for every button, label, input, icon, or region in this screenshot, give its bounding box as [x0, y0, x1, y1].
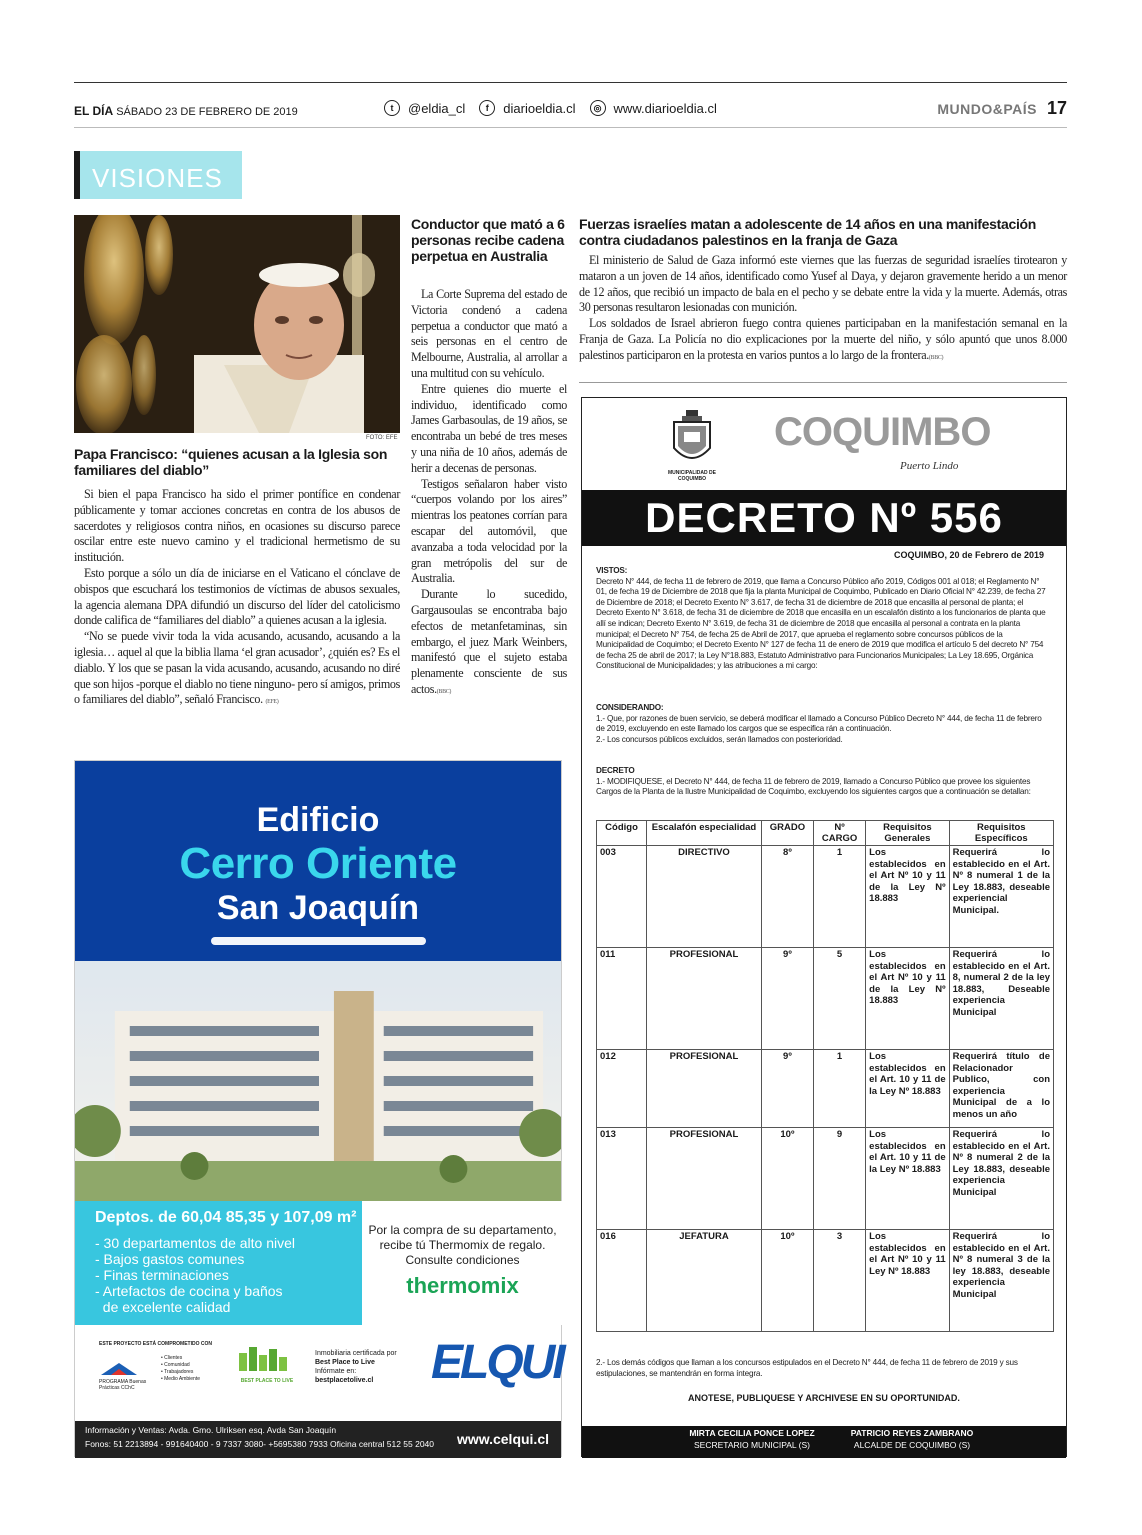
paragraph: El ministerio de Salud de Gaza informó este viernes que las fuerzas de seguridad israelíes tirotearon y mataron a un joven de 14 años, identificado como Yusef al Daya, y dejaron gravemente herido a un menor de 12 años, que recibió un impacto de bala en el pecho y se debate entre la vida y la muerte. Además, otras 30 personas resultaron lesionadas con munición.	[579, 253, 1067, 315]
column-header: Escalafón especialidad	[647, 821, 762, 846]
ad-gift-text	[362, 1223, 563, 1268]
paragraph-text: “No se puede vivir toda la vida acusando, acusando, acusando a la iglesia… aquel al que la biblia llama ‘el gran acusador’, ¿quién es? Es el diablo. Y los que se pasan la vida acusando, acusando, acusando no diré que son hijos -porque el diablo no tiene ninguno- pero sí amigos, primos o familiares del diablo”, señaló Francisco.	[74, 629, 400, 707]
page-number: 17	[1046, 98, 1067, 118]
header-section	[937, 98, 1067, 119]
cchc-icon	[99, 1361, 139, 1377]
column-rule	[579, 382, 1067, 383]
ad-title-line2: Cerro Oriente	[179, 839, 457, 888]
top-rule	[74, 82, 1067, 83]
gift-line: Por la compra de su departamento,	[368, 1223, 557, 1237]
final-text: 2.- Los demás códigos que llaman a los concursos estipulados en el Decreto N° 444, de fecha 11 de febrero de 2019 y sus estipulaciones, se mantendrán en forma íntegra.	[596, 1358, 1018, 1378]
globe-icon: ◎	[590, 100, 606, 116]
column-header: Requisitos Generales	[866, 821, 949, 846]
cell-escalafon: PROFESIONAL	[647, 948, 762, 1050]
list-item: de excelente calidad	[95, 1299, 231, 1315]
table-row	[597, 846, 1054, 948]
paragraph: La Corte Suprema del estado de Victoria condenó a cadena perpetua a conductor que mató a seis personas en el centro de Melbourne, Australia, al arrollar a una multitud con su vehículo.	[411, 287, 567, 380]
cchc-logo	[99, 1361, 159, 1391]
paragraph: Testigos señalaron haber visto “cuerpos volando por los aires” mientras los peatones corrían para escapar del automóvil, que avanzaba a toda velocidad por la gran metrópolis del sur de Australia.	[411, 476, 567, 586]
cargos-table	[596, 820, 1054, 1332]
column-header: Código	[597, 821, 647, 846]
cell-codigo: 011	[597, 948, 647, 1050]
section-tab	[74, 151, 242, 199]
crest-label: MUNICIPALIDAD DE COQUIMBO	[668, 470, 716, 482]
list-item: - 30 departamentos de alto nivel	[95, 1235, 296, 1251]
considerando-label: CONSIDERANDO:	[596, 703, 664, 712]
cchc-list	[161, 1355, 200, 1383]
publication-date: SÁBADO 23 DE FEBRERO DE 2019	[116, 106, 298, 118]
cert-line: Inmobiliaria certificada por	[315, 1350, 397, 1357]
ad-info-phones: Fonos: 51 2213894 - 991640400 - 9 7337 3080- +5695380 7933 Oficina central 512 55 2040	[85, 1439, 435, 1449]
cell-req-generales: Los establecidos en el Art Nº 10 y 11 Ley Nº 18.883	[866, 1230, 949, 1332]
paragraph-text: Durante lo sucedido, Gargausoulas se encontraba bajo efectos de metanfetaminas, sin embargo, el juez Mark Weinbers, manifestó que el sujeto estaba plenamente consciente de sus actos.	[411, 587, 567, 696]
photo-credit: FOTO: EFE	[366, 435, 398, 441]
cell-req-generales: Los establecidos en el Art Nº 10 y 11 de la Ley Nº 18.883	[866, 948, 949, 1050]
gaza-headline[interactable]: Fuerzas israelíes matan a adolescente de 14 años en una manifestación contra ciudadanos palestinos en la franja de Gaza	[579, 216, 1037, 248]
cell-grado: 10º	[761, 1128, 813, 1230]
ad-gift-panel	[362, 1201, 563, 1325]
cell-req-especificos: Requerirá lo establecido en el Art. Nº 8 numeral 2 de la Ley 18.883, deseable experiencia Municipal	[949, 1128, 1053, 1230]
considerando-item: 2.- Los concursos públicos excluidos, serán llamados con posterioridad.	[596, 734, 843, 744]
page-header	[74, 98, 1067, 126]
ad-website-link[interactable]: www.celqui.cl	[456, 1431, 549, 1447]
signer-name: MIRTA CECILIA PONCE LOPEZ	[689, 1428, 815, 1438]
cell-req-especificos: Requerirá lo establecido en el Art. 8, numeral 2 de la ley 18.883, Deseable experiencia Municipal	[949, 948, 1053, 1050]
column-header: Requisitos Específicos	[949, 821, 1053, 846]
cell-req-especificos: Requerirá título de Relacionador Publico, con experiencia Municipal de a lo menos un año	[949, 1050, 1053, 1128]
conductor-article-body	[411, 287, 567, 701]
pope-article-body	[74, 487, 400, 711]
article-signature: (BBC)	[928, 354, 944, 361]
paragraph	[579, 316, 1067, 366]
header-rule	[74, 127, 1067, 128]
cell-escalafon: PROFESIONAL	[647, 1050, 762, 1128]
list-item: - Artefactos de cocina y baños	[95, 1283, 283, 1299]
building-render	[75, 961, 561, 1201]
section-tab-label: VISIONES	[92, 163, 223, 193]
paragraph	[74, 629, 400, 711]
cert-link[interactable]: bestplacetolive.cl	[315, 1377, 374, 1384]
real-estate-ad[interactable]	[74, 760, 562, 1457]
cell-req-generales: Los establecidos en el Art. 10 y 11 de la Ley Nº 18.883	[866, 1128, 949, 1230]
signature-band	[582, 1426, 1066, 1458]
bptl-icon	[233, 1345, 301, 1373]
paragraph-text: Los soldados de Israel abrieron fuego contra quienes participaban en la manifestación semanal en la Franja de Gaza. La Policía no dio explicaciones por la muerte del niño, y sólo apuntó que unos 8.000 palestinos participaron en la protesta en varios puntos a lo largo de la frontera.	[579, 316, 1067, 362]
elqui-logo: ELQUI	[431, 1336, 563, 1389]
ad-footer	[75, 1421, 561, 1458]
bptl-logo	[233, 1345, 301, 1384]
article-signature: (BBC)	[436, 688, 452, 695]
cert-line: Best Place to Live	[315, 1359, 375, 1366]
column-header: GRADO	[761, 821, 813, 846]
cchc-label: PROGRAMA Buenas Prácticas CChC	[99, 1379, 147, 1391]
signer-name: PATRICIO REYES ZAMBRANO	[850, 1428, 974, 1438]
vistos-text: Decreto N° 444, de fecha 11 de febrero de 2019, que llama a Concurso Público año 2019, Códigos 001 al 018; el Reglamento N° 01, de fecha 19 de Diciembre de 2018 que fija la planta Municipal de Coquimbo, Publicado en Diario Oficial N° 42.239, de fecha 27 de Diciembre de 2018; el Decreto Exento N° 3.617, de fecha 31 de diciembre de 2018 que encasilla al personal de planta; el Decreto Exento N° 3.618, de fecha 31 de diciembre de 2018 que encasilla en un escalafón distinto a los funcionarios de planta que allí se indican; Decreto Exento N° 3.619, de fecha 31 de diciembre de 2018 que encasilla al personal a contrata en la planta municipal; el Decreto N° 754, de fecha 25 de Abril de 2017, que aprueba el reglamento sobre concursos públicos de la Municipalidad de Coquimbo; el Decreto Exento N° 127 de fecha 11 de enero de 2019 que modifica el artículo 5 del decreto N° 754 de fecha 25 de abril de 2017; la Ley N°18.883, Estatuto Administrativo para Funcionarios Municipales; La Ley 18.695, Orgánica Constitucional de Municipalidades; y las atribuciones a mi cargo:	[596, 576, 1046, 671]
list-item: - Finas terminaciones	[95, 1267, 229, 1283]
ad-deptos: Deptos. de 60,04 85,35 y 107,09 m²	[95, 1209, 357, 1226]
cell-grado: 8º	[761, 846, 813, 948]
cell-codigo: 013	[597, 1128, 647, 1230]
decreto-logos	[582, 398, 1066, 490]
cell-req-especificos: Requerirá lo establecido en el Art. Nº 8 numeral 3 de la ley 18.883, deseable experiencia Municipal	[949, 1230, 1053, 1332]
vistos-block	[596, 566, 1052, 672]
list-item: • Trabajadores	[161, 1369, 194, 1375]
cell-req-generales: Los establecidos en el Art. 10 y 11 de la Ley Nº 18.883	[866, 1050, 949, 1128]
signer-1	[662, 1427, 842, 1451]
list-item: - Bajos gastos comunes	[95, 1251, 245, 1267]
column-header: Nº CARGO	[814, 821, 866, 846]
decreto-text: 1.- MODIFIQUESE, el Decreto N° 444, de fecha 11 de febrero de 2019, llamado a Concurso Público que provee los siguientes Cargos de la Planta de la Ilustre Municipalidad de Coquimbo, excluyendo los siguientes cargos que a continuación se detallan:	[596, 776, 1031, 797]
cell-escalafon: PROFESIONAL	[647, 1128, 762, 1230]
cell-cargo: 1	[814, 846, 866, 948]
table-row	[597, 948, 1054, 1050]
vistos-label: VISTOS:	[596, 566, 628, 575]
thermomix-logo: thermomix	[406, 1273, 519, 1298]
signer-role: SECRETARIO MUNICIPAL (S)	[693, 1440, 811, 1450]
twitter-icon: t	[384, 100, 400, 116]
cell-grado: 9º	[761, 1050, 813, 1128]
coquimbo-brand: COQUIMBO	[774, 410, 991, 454]
table-row	[597, 1050, 1054, 1128]
cell-codigo: 003	[597, 846, 647, 948]
article-signature: (EFE)	[265, 699, 279, 706]
paragraph	[411, 587, 567, 701]
ad-title-line3: San Joaquín	[216, 889, 420, 927]
ad-features-list	[95, 1235, 295, 1315]
cell-cargo: 3	[814, 1230, 866, 1332]
section-name: MUNDO&PAÍS	[937, 100, 1037, 117]
decreto-title: DECRETO Nº 556	[645, 494, 1003, 541]
table-header-row	[597, 821, 1054, 846]
decreto-label: DECRETO	[596, 766, 635, 775]
gift-line: Consulte condiciones	[405, 1253, 520, 1267]
coquimbo-tagline: Puerto Lindo	[900, 460, 959, 472]
pope-photo-illustration	[74, 215, 400, 433]
conductor-headline[interactable]: Conductor que mató a 6 personas recibe cadena perpetua en Australia	[411, 216, 565, 264]
ad-features-panel	[75, 1201, 362, 1325]
cert-line: Infórmate en:	[315, 1368, 357, 1375]
paragraph: Si bien el papa Francisco ha sido el primer pontífice en condenar públicamente y tomar acciones concretas en contra de los abusos de sacerdotes y religiosos contra niños, en ocasiones su discurso parece oscilar entre este nuevo camino y el tradicional hermetismo de su institución.	[74, 487, 400, 565]
cell-codigo: 016	[597, 1230, 647, 1332]
ad-certification	[315, 1349, 397, 1385]
decreto-notice	[581, 397, 1067, 1457]
facebook-handle[interactable]: diarioeldia.cl	[503, 100, 576, 116]
ad-commit-label: ESTE PROYECTO ESTÁ COMPROMETIDO CON	[99, 1341, 212, 1347]
considerando-item: 1.- Que, por razones de buen servicio, se deberá modificar el llamado a Concurso Público Decreto N° 444, de fecha 11 de febrero de 2019, excluyendo en este llamado los cargos que se especifica rán a continuación.	[596, 713, 1042, 734]
table-row	[597, 1128, 1054, 1230]
paragraph: Entre quienes dio muerte el individuo, identificado como James Garbasoulas, de 19 años, se encontraba un bebé de tres meses y una niña de 10 años, además de herir a decenas de personas.	[411, 381, 567, 475]
signer-2	[822, 1427, 1002, 1451]
decreto-date: COQUIMBO, 20 de Febrero de 2019	[893, 550, 1044, 560]
considerando-block	[596, 703, 1052, 745]
anotese-line: ANOTESE, PUBLIQUESE Y ARCHIVESE EN SU OPORTUNIDAD.	[688, 1393, 960, 1403]
cell-req-especificos: Requerirá lo establecido en el Art. Nº 8 numeral 1 de la Ley 18.883, deseable experiencial Municipal.	[949, 846, 1053, 948]
list-item: • Clientes	[161, 1355, 183, 1361]
ad-title-line1: Edificio	[256, 801, 380, 839]
paragraph: Esto porque a sólo un día de iniciarse en el Vaticano el cónclave de obispos que escuchará los testimonios de víctimas de abusos sexuales, la agencia alemana DPA difundió un discurso del líder del catolicismo donde califica de “familiares del diablo” a quienes acusan a la iglesia.	[74, 565, 400, 628]
cell-codigo: 012	[597, 1050, 647, 1128]
cell-escalafon: DIRECTIVO	[647, 846, 762, 948]
decreto-block	[596, 766, 1052, 798]
website-link[interactable]: www.diarioeldia.cl	[613, 100, 717, 116]
table-row	[597, 1230, 1054, 1332]
header-dateline	[74, 104, 298, 118]
ad-partners	[75, 1325, 561, 1421]
gaza-article-body	[579, 253, 1067, 367]
cell-escalafon: JEFATURA	[647, 1230, 762, 1332]
cell-cargo: 9	[814, 1128, 866, 1230]
ad-brush-stroke	[211, 937, 426, 945]
gift-line: recibe tú Thermomix de regalo.	[379, 1238, 546, 1252]
cell-cargo: 5	[814, 948, 866, 1050]
municipal-crest-icon	[670, 410, 714, 468]
header-social	[384, 100, 717, 116]
pope-headline[interactable]: Papa Francisco: “quienes acusan a la Iglesia son familiares del diablo”	[74, 446, 388, 478]
bptl-label: BEST PLACE TO LIVE	[240, 1378, 294, 1384]
list-item: • Medio Ambiente	[161, 1376, 200, 1382]
cell-grado: 9º	[761, 948, 813, 1050]
signer-role: ALCALDE DE COQUIMBO (S)	[853, 1440, 971, 1450]
ad-info-address: Información y Ventas: Avda. Gmo. Ulriksen esq. Avda San Joaquín	[85, 1425, 337, 1435]
list-item: • Comunidad	[161, 1362, 190, 1368]
twitter-handle[interactable]: @eldia_cl	[408, 100, 466, 116]
facebook-icon: f	[479, 100, 495, 116]
cell-req-generales: Los establecidos en el Art Nº 10 y 11 de la Ley Nº 18.883	[866, 846, 949, 948]
publication-name: EL DÍA	[74, 104, 114, 118]
cell-cargo: 1	[814, 1050, 866, 1128]
pope-photo	[74, 215, 400, 433]
cell-grado: 10º	[761, 1230, 813, 1332]
